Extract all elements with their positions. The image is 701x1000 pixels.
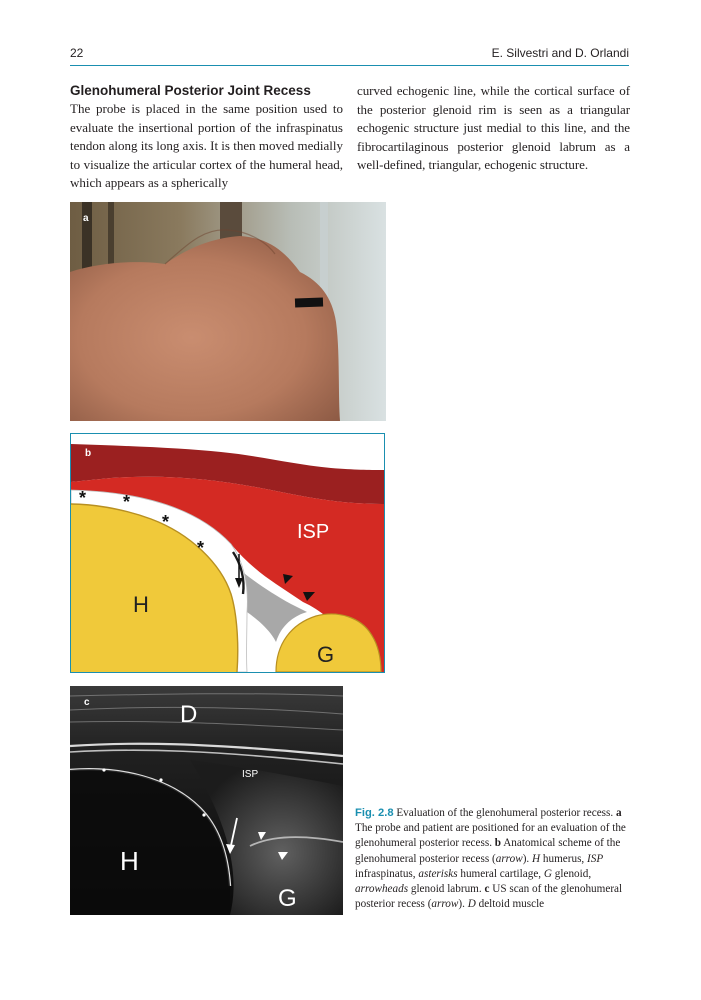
- body-text-right-column: curved echogenic line, while the cortical surface of the posterior glenoid rim is seen as a triangular echogenic structure just medial to this line, and the fibrocartilaginous posterior glenoid labrum as a well-defined, triangular, echogenic structure.: [357, 83, 630, 173]
- caption-text: glenoid,: [552, 867, 592, 880]
- scheme-label-humerus: H: [133, 592, 149, 617]
- panel-a-letter: a: [83, 213, 89, 224]
- scheme-label-glenoid: G: [317, 642, 335, 667]
- us-label-glenoid: G: [278, 885, 297, 912]
- caption-panel-a-letter: a: [615, 807, 622, 819]
- body-text-left-column: The probe is placed in the same position used to evaluate the insertional portion of the infraspinatus tendon along its long axis. It is then moved medially to visualize the articular cortex of the humeral head, which appears as a spherically: [70, 101, 343, 191]
- anatomical-scheme: [71, 434, 384, 672]
- caption-text: infraspinatus,: [355, 867, 419, 880]
- page-number: 22: [70, 46, 84, 60]
- caption-text: humerus,: [540, 852, 588, 865]
- caption-abbr-isp: ISP: [587, 852, 604, 865]
- caption-panel-b-letter: b: [494, 837, 502, 850]
- figure-caption: [355, 806, 630, 912]
- patient-back-photo: [70, 202, 386, 421]
- asterisk-icon: *: [162, 512, 170, 532]
- figure-panel-c-ultrasound: [70, 686, 343, 915]
- caption-arrow-term: arrow: [431, 898, 459, 911]
- caption-panel-a-text: The probe and patient are positioned for an evaluation of the glenohumeral posterior recess.: [355, 822, 626, 850]
- figure-panel-a-photo: [70, 202, 386, 421]
- us-label-humerus: H: [120, 846, 139, 876]
- caption-panel-c-text: US scan of the glenohumeral posterior recess (: [355, 883, 623, 911]
- caption-arrow-term: arrow: [495, 852, 523, 865]
- figure-panel-b-scheme: [70, 433, 385, 673]
- caption-abbr-arrowheads: arrowheads: [355, 883, 409, 896]
- ultrasound-probe-marker: [295, 298, 323, 308]
- scheme-label-isp: ISP: [297, 521, 330, 543]
- running-head-authors: E. Silvestri and D. Orlandi: [491, 46, 629, 60]
- caption-text: ).: [458, 898, 468, 911]
- panel-c-letter: c: [84, 697, 90, 708]
- ultrasound-scan-image: [70, 686, 343, 915]
- caption-text: deltoid muscle: [475, 898, 545, 911]
- caption-text: ).: [522, 852, 533, 865]
- caption-panel-c-letter: c: [484, 883, 490, 896]
- caption-abbr-h: H: [532, 852, 541, 865]
- section-title: Glenohumeral Posterior Joint Recess: [70, 83, 311, 98]
- asterisk-icon: *: [79, 488, 87, 508]
- caption-panel-b-text: Anatomical scheme of the glenohumeral posterior recess (: [355, 837, 621, 865]
- caption-abbr-g: G: [543, 867, 552, 880]
- caption-text: glenoid labrum.: [408, 883, 485, 896]
- figure-label: Fig. 2.8: [355, 807, 394, 819]
- asterisk-icon: *: [197, 538, 205, 558]
- header-rule: [70, 65, 629, 66]
- us-label-deltoid: D: [180, 701, 198, 728]
- panel-b-letter: b: [85, 448, 92, 459]
- caption-abbr-asterisks: asterisks: [418, 867, 458, 880]
- caption-text: humeral cartilage,: [457, 867, 544, 880]
- caption-lead: Evaluation of the glenohumeral posterior recess.: [393, 807, 616, 819]
- us-label-isp: ISP: [242, 769, 259, 780]
- caption-abbr-d: D: [467, 898, 476, 911]
- asterisk-icon: *: [123, 492, 131, 512]
